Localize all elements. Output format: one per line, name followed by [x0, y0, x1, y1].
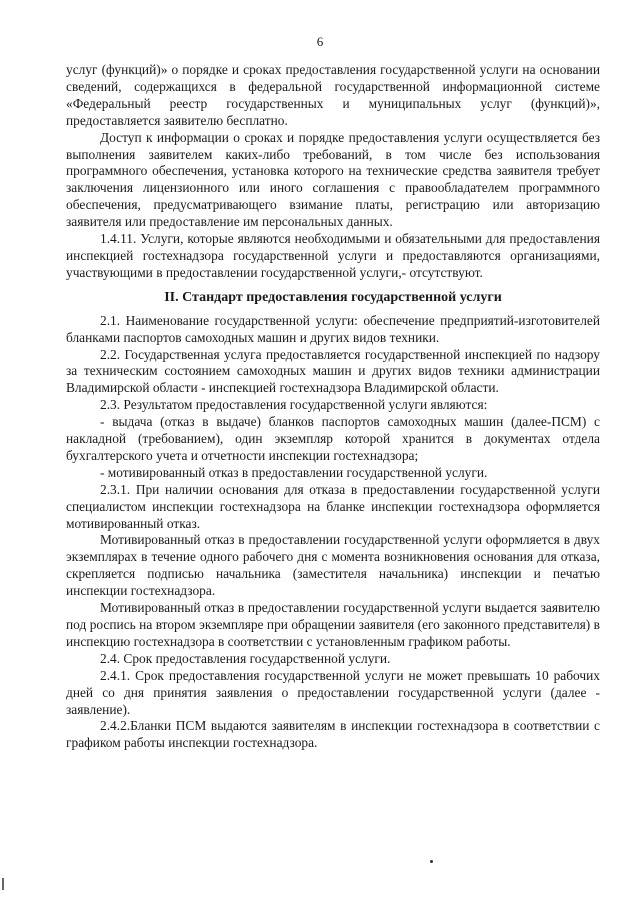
paragraph: 2.3.1. При наличии основания для отказа в предоставлении государственной услуги специалистом инспекции гостехнадзора на бланке инспекции гостехнадзора оформляется мотивированный отказ.: [66, 481, 600, 531]
paragraph: 2.2. Государственная услуга предоставляется государственной инспекцией по надзору за техническим состоянием самоходных машин и других видов техники администрации Владимирской области - инспекцией гостехнадзора Владимирской области.: [66, 346, 600, 396]
paragraph: услуг (функций)» о порядке и сроках предоставления государственной услуги на основании сведений, содержащихся в федеральной государственной информационной системе «Федеральный реестр государственных и муниципальных услуг (функций)», предоставляется заявителю бесплатно.: [66, 62, 600, 128]
paragraph: Мотивированный отказ в предоставлении государственной услуги выдается заявителю под роспись на втором экземпляре при обращении заявителя (его законного представителя) в инспекцию гостехнадзора в соответствии с установленным графиком работы.: [66, 600, 600, 649]
paragraph: 2.4. Срок предоставления государственной услуги.: [100, 650, 391, 666]
paragraph: 1.4.11. Услуги, которые являются необходимыми и обязательными для предоставления инспекцией гостехнадзора государственной услуги и предоставляются организациями, участвующими в предоставлении государственной услуги,- отсутствуют.: [66, 231, 600, 280]
scan-edge-mark: [2, 878, 4, 890]
paragraph: Мотивированный отказ в предоставлении государственной услуги оформляется в двух экземплярах в течение одного рабочего дня с момента возникновения основания для отказа, скрепляется подписью начальника (заместителя начальника) инспекции и печатью инспекции гостехнадзора.: [66, 532, 600, 599]
section-heading: II. Стандарт предоставления государственной услуги: [164, 289, 502, 305]
paragraph: Доступ к информации о сроках и порядке предоставления услуги осуществляется без выполнения заявителем каких-либо требований, в том числе без использования программного обеспечения, установка которого на технические средства заявителя требует заключения лицензионного или иного соглашения с правообладателем программного обеспечения, предусматривающего взимание платы, регистрацию или авторизацию заявителя или предоставление им персональных данных.: [66, 129, 600, 230]
scan-speck: [430, 860, 433, 863]
page-number: 6: [316, 34, 324, 49]
paragraph: 2.4.1. Срок предоставления государственной услуги не может превышать 10 рабочих дней со дня принятия заявления о предоставлении государственной услуги (далее - заявление).: [66, 667, 600, 717]
paragraph: 2.3. Результатом предоставления государственной услуги являются:: [100, 397, 488, 413]
document-body: [66, 62, 600, 752]
paragraph: - мотивированный отказ в предоставлении государственной услуги.: [100, 464, 488, 480]
paragraph: 2.4.2.Бланки ПСМ выдаются заявителям в инспекции гостехнадзора в соответствии с графиком работы инспекции гостехнадзора.: [66, 718, 600, 751]
paragraph: 2.1. Наименование государственной услуги: обеспечение предприятий-изготовителей бланками паспортов самоходных машин и других видов техники.: [66, 312, 600, 345]
paragraph: - выдача (отказ в выдаче) бланков паспортов самоходных машин (далее-ПСМ) с накладной (требованием), один экземпляр которой хранится в документах отдела бухгалтерского учета и отчетности инспекции гостехнадзора;: [66, 414, 600, 463]
